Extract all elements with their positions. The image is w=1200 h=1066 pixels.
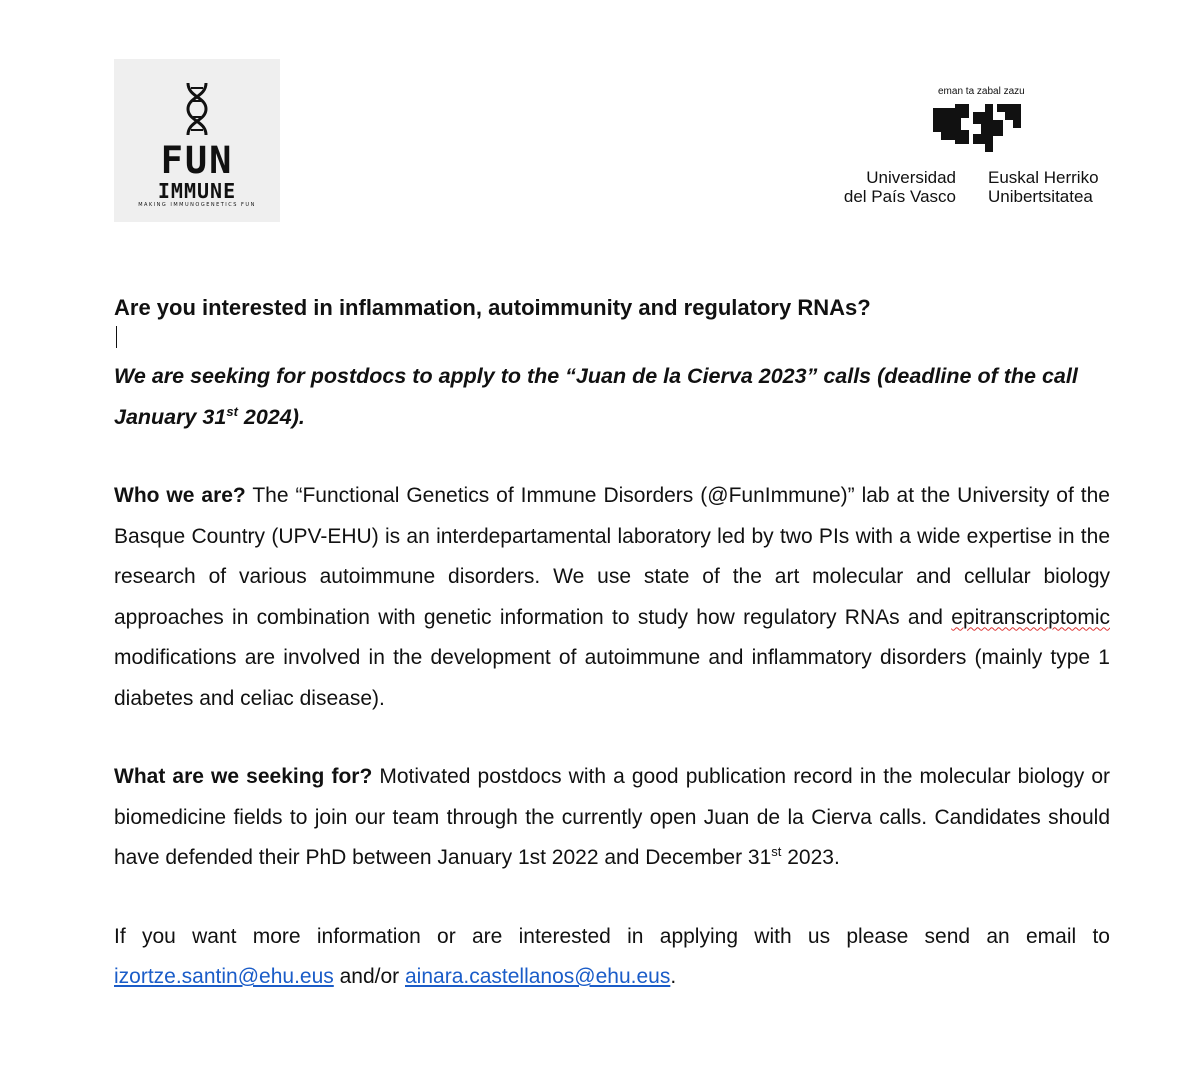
email-link-santin[interactable]: izortze.santin@ehu.eus	[114, 965, 334, 988]
logo-tagline: MAKING IMMUNOGENETICS FUN	[138, 202, 256, 208]
upv-emblem-icon	[933, 100, 1023, 158]
who-we-are-label: Who we are?	[114, 484, 246, 507]
main-heading: Are you interested in inflammation, autoimmunity and regulatory RNAs?	[114, 295, 871, 320]
seeking-label: What are we seeking for?	[114, 765, 373, 788]
university-name-basque: Euskal Herriko Unibertsitatea	[988, 168, 1099, 206]
seeking-paragraph: What are we seeking for? Motivated postdocs with a good publication record in the molecular biology or biomedicine fields to join our team through the currently open Juan de la Cierva calls. Candidates should have defended their PhD between January 1st 2022 and December 31st 2023.	[114, 765, 1110, 869]
funimmune-logo	[114, 59, 280, 222]
document-body	[114, 290, 1110, 998]
logo-title: FUN	[160, 139, 234, 182]
university-motto: eman ta zabal zazu	[938, 86, 1025, 97]
spellcheck-flagged-word[interactable]: epitranscriptomic	[951, 605, 1110, 629]
logo-subtitle: IMMUNE	[157, 179, 237, 203]
university-name-spanish: Universidad del País Vasco	[843, 168, 956, 206]
contact-paragraph: If you want more information or are interested in applying with us please send an email to izortze.santin@ehu.eus and/or ainara.castellanos@ehu.eus.	[114, 924, 1110, 988]
email-link-castellanos[interactable]: ainara.castellanos@ehu.eus	[405, 965, 671, 988]
who-we-are-paragraph: Who we are? The “Functional Genetics of Immune Disorders (@FunImmune)” lab at the University of the Basque Country (UPV-EHU) is an interdepartamental laboratory led by two PIs with a wide expertise in the research of various autoimmune disorders. We use state of the art molecular and cellular biology approaches in combination with genetic information to study how regulatory RNAs and epitranscriptomic modifications are involved in the development of autoimmune and inflammatory disorders (mainly type 1 diabetes and celiac disease).	[114, 484, 1110, 710]
text-cursor	[116, 326, 117, 348]
call-announcement: We are seeking for postdocs to apply to the “Juan de la Cierva 2023” calls (deadline of the call January 31st 2024).	[114, 364, 1078, 429]
dna-icon	[185, 81, 209, 137]
upv-ehu-logo	[820, 80, 1120, 210]
